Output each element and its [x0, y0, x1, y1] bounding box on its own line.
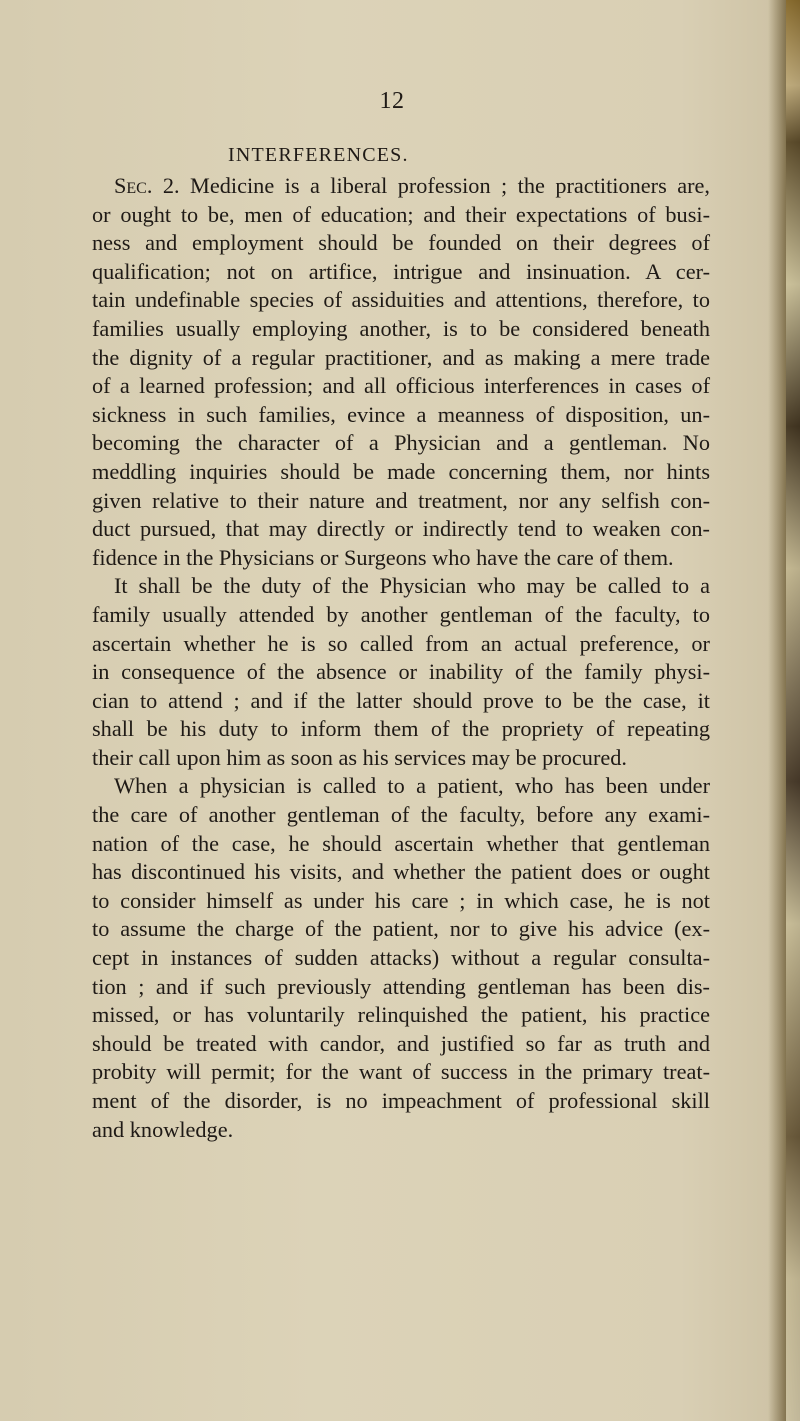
- text-line: ment of the disorder, is no impeachment of professional skill: [92, 1088, 710, 1113]
- text-line: shall be his duty to inform them of the propriety of repeating: [92, 716, 710, 742]
- text-line: their call upon him as soon as his services may be procured.: [92, 744, 627, 770]
- text-line: meddling inquiries should be made concerning them, nor hints: [92, 458, 710, 484]
- text-line: to consider himself as under his care ; in which case, he is not: [92, 887, 710, 913]
- text-line: family usually attended by another gentleman of the faculty, to: [92, 601, 710, 627]
- text-line: to assume the charge of the patient, nor to give his advice (ex-: [92, 916, 710, 942]
- text-line: When a physician is called to a patient, who has been under: [114, 773, 710, 799]
- text-line: nation of the case, he should ascertain whether that gentleman: [92, 830, 710, 856]
- text-line: tion ; and if such previously attending gentleman has been dis-: [92, 973, 710, 999]
- text-line: tain undefinable species of assiduities and attentions, therefore, to: [92, 287, 710, 313]
- text-line: the dignity of a regular practitioner, and as making a mere trade: [92, 344, 710, 370]
- text-line: should be treated with candor, and justified so far as truth and: [92, 1030, 710, 1056]
- text-line: ascertain whether he is so called from an actual preference, or: [92, 630, 710, 656]
- page-edge-shadow: [786, 0, 800, 1421]
- section-heading: INTERFERENCES.: [228, 144, 409, 166]
- text-line: or ought to be, men of education; and their expectations of busi-: [92, 201, 710, 227]
- text-line: the care of another gentleman of the faculty, before any exami-: [92, 802, 710, 828]
- text-line: cian to attend ; and if the latter should prove to be the case, it: [92, 687, 710, 713]
- text-line: ness and employment should be founded on their degrees of: [92, 230, 710, 256]
- text-line: and knowledge.: [92, 1116, 234, 1142]
- text-line: of a learned profession; and all officious interferences in cases of: [92, 373, 710, 399]
- text-line: has discontinued his visits, and whether the patient does or ought: [92, 859, 710, 885]
- text-line: cept in instances of sudden attacks) without a regular consulta-: [92, 945, 710, 971]
- text-line: missed, or has voluntarily relinquished the patient, his practice: [92, 1002, 710, 1028]
- text-line: Sec. 2. Medicine is a liberal profession ; the practitioners are,: [114, 173, 711, 198]
- text-line: fidence in the Physicians or Surgeons who have the care of them.: [92, 544, 674, 570]
- text-line: given relative to their nature and treatment, nor any selfish con-: [92, 487, 710, 513]
- text-line: sickness in such families, evince a meanness of disposition, un-: [92, 401, 710, 427]
- text-line: becoming the character of a Physician and a gentleman. No: [92, 430, 710, 456]
- body-paragraphs: [92, 172, 710, 1144]
- page-number: 12: [379, 88, 405, 114]
- text-line: in consequence of the absence or inability of the family physi-: [92, 659, 710, 685]
- text-line: duct pursued, that may directly or indirectly tend to weaken con-: [92, 516, 710, 542]
- text-line: It shall be the duty of the Physician who may be called to a: [114, 573, 710, 599]
- text-line: probity will permit; for the want of success in the primary treat-: [92, 1059, 710, 1085]
- text-line: qualification; not on artifice, intrigue and insinuation. A cer-: [92, 258, 710, 284]
- text-line: families usually employing another, is to be considered beneath: [92, 315, 710, 341]
- section-label: Sec. 2.: [114, 173, 180, 198]
